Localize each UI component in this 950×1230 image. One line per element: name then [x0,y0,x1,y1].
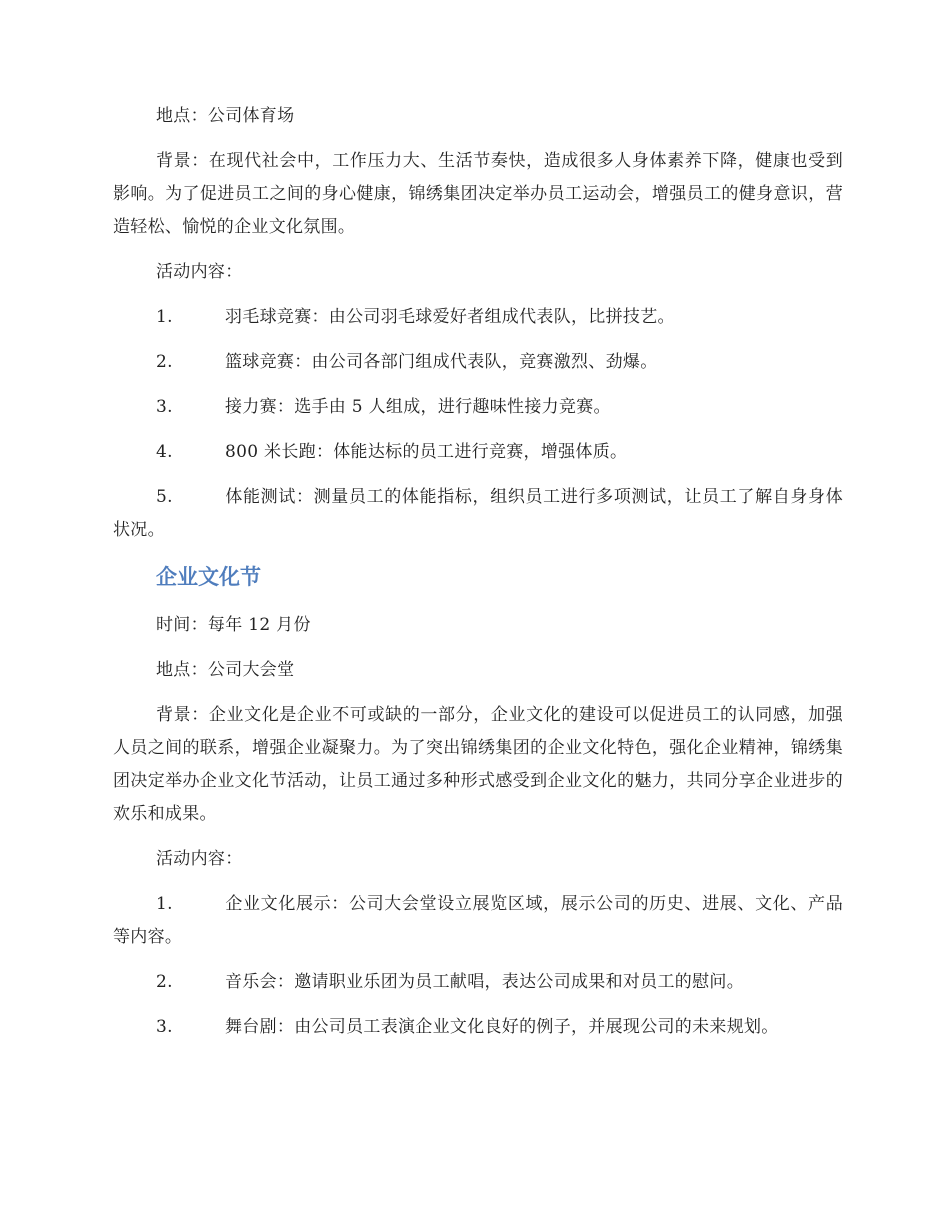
location-text: 地点：公司体育场 [156,106,295,126]
list-item [113,1011,843,1044]
list-number: 3. [156,1017,173,1037]
section-heading: 企业文化节 [156,565,261,589]
background-paragraph: 背景：在现代社会中，工作压力大、生活节奏快，造成很多人身体素养下降，健康也受到影响。为了促进员工之间的身心健康，锦绣集团决定举办员工运动会，增强员工的健身意识，营造轻松、愉悦的企业文化氛围。 [113,151,843,237]
list-item [113,966,843,999]
time-text: 时间：每年 12 月份 [156,615,311,635]
list-text: 接力赛：选手由 5 人组成，进行趣味性接力竞赛。 [225,397,611,417]
list-text: 体能测试：测量员工的体能指标，组织员工进行多项测试，让员工了解自身身体状况。 [113,487,843,540]
background-paragraph: 背景：企业文化是企业不可或缺的一部分，企业文化的建设可以促进员工的认同感，加强人员之间的联系，增强企业凝聚力。为了突出锦绣集团的企业文化特色，强化企业精神，锦绣集团决定举办企业文化节活动，让员工通过多种形式感受到企业文化的魅力，共同分享企业进步的欢乐和成果。 [113,705,843,824]
list-item [113,391,843,424]
list-item [113,346,843,379]
activities-label: 活动内容： [156,849,243,869]
list-text: 羽毛球竞赛：由公司羽毛球爱好者组成代表队，比拼技艺。 [225,307,675,327]
location-text: 地点：公司大会堂 [156,660,295,680]
list-number: 2. [156,352,173,372]
list-item [113,301,843,334]
document-body [113,100,843,1056]
list-text: 800 米长跑：体能达标的员工进行竞赛，增强体质。 [225,442,628,462]
activities-label: 活动内容： [156,262,243,282]
list-number: 1. [156,307,173,327]
list-item [113,888,843,954]
list-item [113,481,843,547]
list-number: 1. [156,894,173,914]
list-text: 舞台剧：由公司员工表演企业文化良好的例子，并展现公司的未来规划。 [225,1017,779,1037]
list-text: 企业文化展示：公司大会堂设立展览区域，展示公司的历史、进展、文化、产品等内容。 [113,894,843,947]
list-item [113,436,843,469]
list-number: 4. [156,442,173,462]
list-text: 音乐会：邀请职业乐团为员工献唱，表达公司成果和对员工的慰问。 [225,972,744,992]
list-number: 2. [156,972,173,992]
list-number: 3. [156,397,173,417]
list-number: 5. [156,487,173,507]
list-text: 篮球竞赛：由公司各部门组成代表队，竞赛激烈、劲爆。 [225,352,658,372]
